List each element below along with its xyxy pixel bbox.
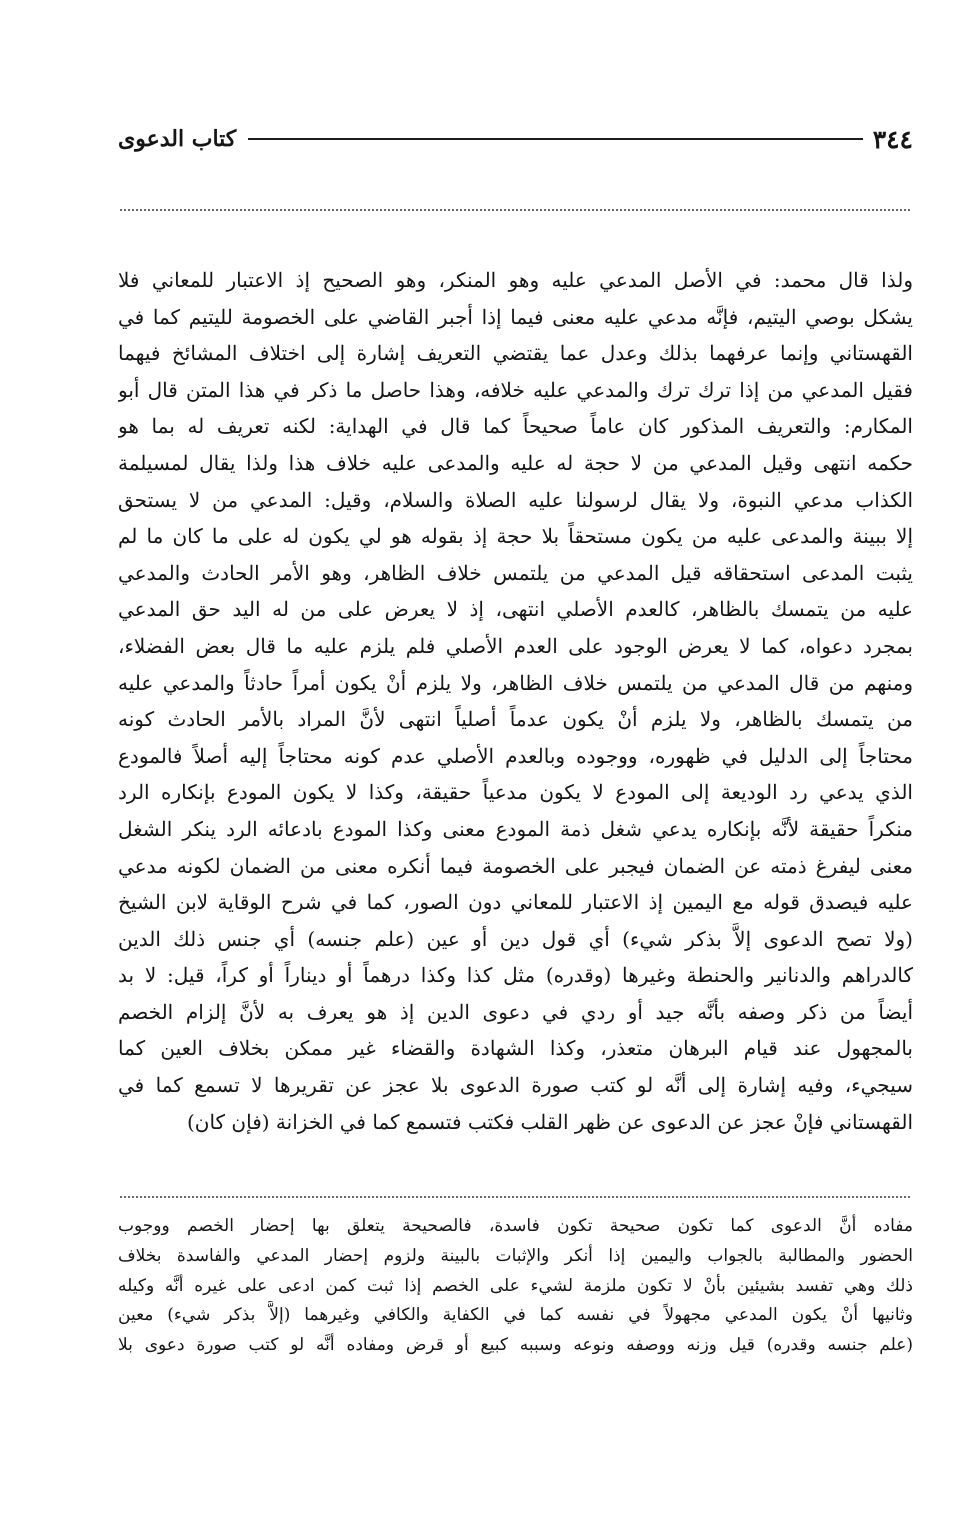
text-line: حكمه انتهى وقيل المدعي من لا حجة له عليه والمدعى عليه خلاف هذا ولذا يقال لمسيلمة [118, 450, 913, 475]
text-line: المكارم: والتعريف المذكور كان عاماً صحيحاً كما قال في الهداية: لكنه تعريف له بما هو [118, 414, 913, 439]
text-line: أيضاً من ذكر وصفه بأنَّه جيد أو ردي في دعوى الدين إذ هو يعرف به لأنَّ إلزام الخصم [118, 999, 913, 1024]
text-line: الذي يدعي رد الوديعة إلى المودع لا يكون مدعياً حقيقة، وكذا لا يكون المودع بإنكاره الرد [118, 780, 913, 805]
header-rule [248, 138, 862, 140]
footnote-line: الحضور والمطالبة بالجواب واليمين إذا أنكر والإثبات بالبينة ولزوم إحضار المدعي والفاسدة بخلاف [118, 1245, 913, 1266]
text-line: سيجيء، وفيه إشارة إلى أنَّه لو كتب صورة الدعوى بلا عجز عن تقريرها لا تسمع كما في [118, 1073, 913, 1098]
text-line: عليه فيصدق قوله مع اليمين إذ الاعتبار للمعاني دون الصور، كما في شرح الوقاية لابن الشيخ [118, 890, 913, 915]
text-line: معنى ليفرغ ذمته عن الضمان فيجبر على الخصومة فيما أنكره معنى من الضمان لكونه مدعي [118, 853, 913, 878]
top-dotted-divider [120, 209, 910, 211]
text-line: عليه من يتمسك بالظاهر، كالعدم الأصلي انتهى، إذ لا يعرض على من له اليد حق المدعي [118, 597, 913, 622]
footnote-line: مفاده أنَّ الدعوى كما تكون صحيحة تكون فاسدة، فالصحيحة يتعلق بها إحضار الخصم ووجوب [118, 1216, 913, 1236]
footnote-dotted-divider [120, 1196, 910, 1198]
text-line: (ولا تصح الدعوى إلاَّ بذكر شيء) أي قول دين أو عين (علم جنسه) أي جنس ذلك الدين [118, 926, 913, 951]
footnote-line: وثانيها أنْ يكون المدعي مجهولاً في نفسه كما في الكفاية والكافي وغيرهما (إلاَّ بذكر شيء) معين [118, 1305, 913, 1326]
text-line: فقيل المدعي من إذا ترك ترك والمدعي عليه خلافه، وهذا حاصل ما ذكر في هذا المتن قال أبو [118, 377, 913, 402]
page-header [118, 116, 913, 162]
text-line: كالدراهم والدنانير والحنطة وغيرها (وقدره) مثل كذا وكذا درهماً أو ديناراً أو كراً، قيل: لا بد [118, 963, 913, 988]
footnote-text-body [118, 1212, 913, 1361]
text-line: إلا ببينة والمدعى عليه من يكون مستحقاً بلا حجة إذ بقوله هو لي يكون له على ما كان ما لم [118, 524, 913, 549]
text-line: ومنهم من قال المدعي من يلتمس خلاف الظاهر، ولا يلزم أنْ يكون أمراً حادثاً والمدعي عليه [118, 670, 913, 695]
text-line: محتاجاً إلى الدليل في ظهوره، ووجوده وبالعدم الأصلي عدم كونه محتاجاً إليه أصلاً فالمودع [118, 743, 913, 768]
main-text-body [118, 262, 913, 1140]
footnote-line: ذلك وهي تفسد بشيئين بأنْ لا تكون ملزمة لشيء على الخصم إذا ثبت كمن ادعى على غيره أنَّه وكيله [118, 1275, 913, 1296]
text-line: منكراً حقيقة لأنَّه بإنكاره يدعي شغل ذمة المودع معنى وكذا المودع بادعائه الرد ينكر الشغل [118, 816, 913, 841]
text-line: بمجرد دعواه، كما لا يعرض الوجود على العدم الأصلي فلم يلزم عليه ما قال بعض الفضلاء، [118, 633, 913, 658]
footnote-line: (علم جنسه وقدره) قيل وزنه ووصفه ونوعه وسببه كبيع أو قرض ومفاده أنَّه لو كتب صورة دعوى بلا [118, 1335, 913, 1356]
text-line: القهستاني وإنما عرفهما بذلك وعدل عما يقتضي التعريف إشارة إلى اختلاف المشائخ فيهما [118, 341, 913, 366]
running-title: كتاب الدعوى [118, 126, 237, 152]
text-line: يثبت المدعى استحقاقه قيل المدعي من يلتمس خلاف الظاهر، وهو الأمر الحادث والمدعي [118, 560, 913, 585]
text-line: ولذا قال محمد: في الأصل المدعي عليه وهو المنكر، وهو الصحيح إذ الاعتبار للمعاني فلا [118, 268, 913, 292]
text-line: الكذاب مدعي النبوة، ولا يقال لرسولنا عليه الصلاة والسلام، وقيل: المدعي من لا يستحق [118, 487, 913, 512]
text-line: يشكل بوصي اليتيم، فإنَّه مدعي عليه معنى فيما إذا أجبر القاضي على الخصومة لليتيم كما في [118, 304, 913, 329]
page-number: ٣٤٤ [872, 124, 913, 154]
text-line: من يتمسك بالظاهر، ولا يلزم أنْ يكون عدماً أصلياً انتهى لأنَّ المراد بالأمر الحادث كونه [118, 707, 913, 732]
text-line: بالمجهول عند قيام البرهان متعذر، وكذا الشهادة والقضاء غير ممكن بخلاف العين كما [118, 1036, 913, 1061]
text-line: القهستاني فإنْ عجز عن الدعوى عن ظهر القلب فكتب فتسمع كما في الخزانة (فإن كان) [186, 1109, 913, 1134]
